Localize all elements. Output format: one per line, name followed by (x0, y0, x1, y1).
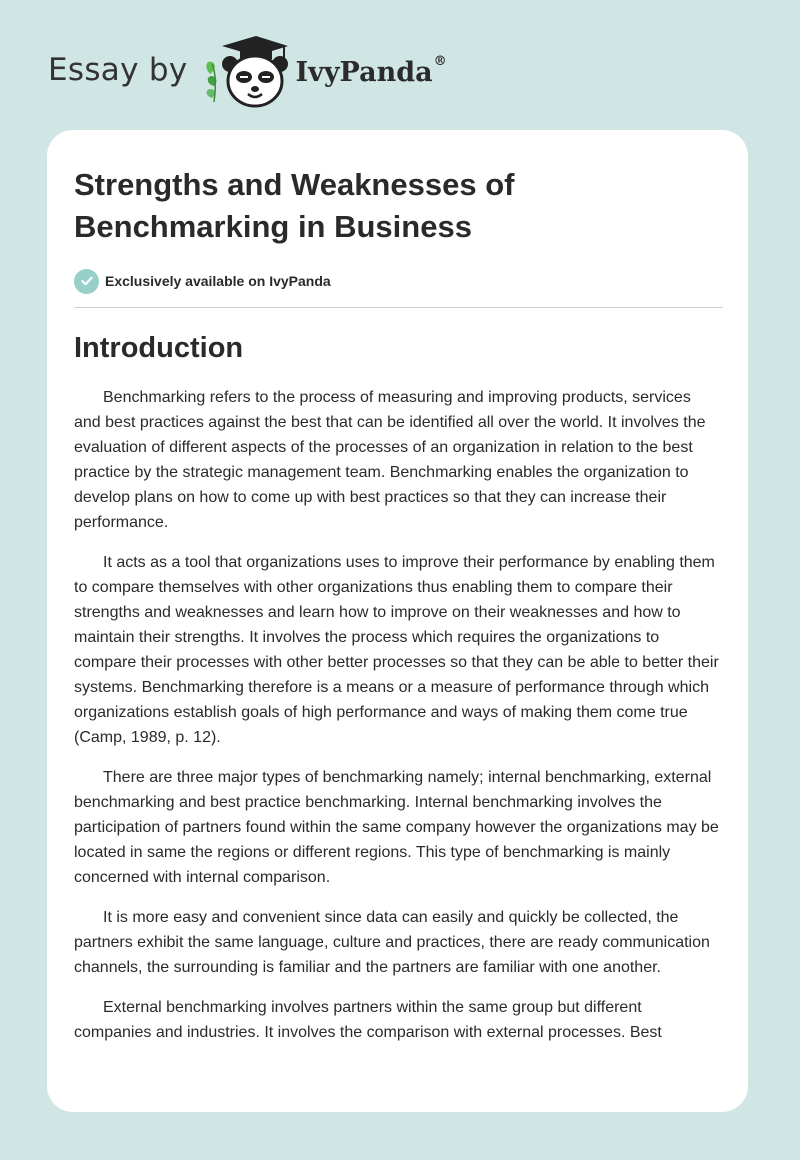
article-body (74, 385, 721, 1045)
paragraph: There are three major types of benchmarking namely; internal benchmarking, external benchmarking and best practice benchmarking. Internal benchmarking involves the participation of partners found within the same company however the organizations may be located in same the regions or different regions. This type of benchmarking is mainly concerned with internal comparison. (74, 769, 719, 886)
section-heading: Introduction (74, 332, 244, 364)
page-title (74, 164, 721, 248)
check-icon (74, 269, 99, 294)
paragraph: Benchmarking refers to the process of measuring and improving products, services and best practices against the best that can be identified all over the world. It involves the evaluation of different aspects of the processes of an organization in relation to the best practice by the strategic management team. Benchmarking enables the organization to develop plans on how to come up with best practices so that they can increase their performance. (74, 389, 706, 531)
brand-name: IvyPanda® (295, 53, 447, 88)
divider (74, 307, 723, 308)
title-line-1: Strengths and Weaknesses of (74, 167, 515, 202)
title-line-2: Benchmarking in Business (74, 209, 472, 244)
site-logo[interactable] (48, 30, 447, 110)
logo-prefix: Essay by (48, 52, 188, 88)
exclusive-badge (74, 268, 721, 294)
paragraph: It is more easy and convenient since data can easily and quickly be collected, the partners exhibit the same language, culture and practices, there are ready communication channels, the surrounding is familiar and the partners are familiar with one another. (74, 909, 710, 976)
paragraph: External benchmarking involves partners within the same group but different companies and industries. It involves the comparison with external processes. Best (74, 999, 662, 1041)
registered-mark: ® (433, 53, 447, 69)
essay-card (47, 130, 748, 1112)
paragraph: It acts as a tool that organizations uses to improve their performance by enabling them to compare themselves with other organizations thus enabling them to compare their strengths and weaknesses and learn how to improve on their weaknesses and how to maintain their strengths. It involves the process which requires the organizations to compare their processes with other better processes so that they can be able to better their systems. Benchmarking therefore is a means or a measure of performance through which organizations establish goals of high performance and ways of making them come true (Camp, 1989, p. 12). (74, 554, 719, 746)
ivypanda-panda-logo-icon (200, 32, 292, 108)
exclusive-badge-text: Exclusively available on IvyPanda (105, 273, 331, 289)
